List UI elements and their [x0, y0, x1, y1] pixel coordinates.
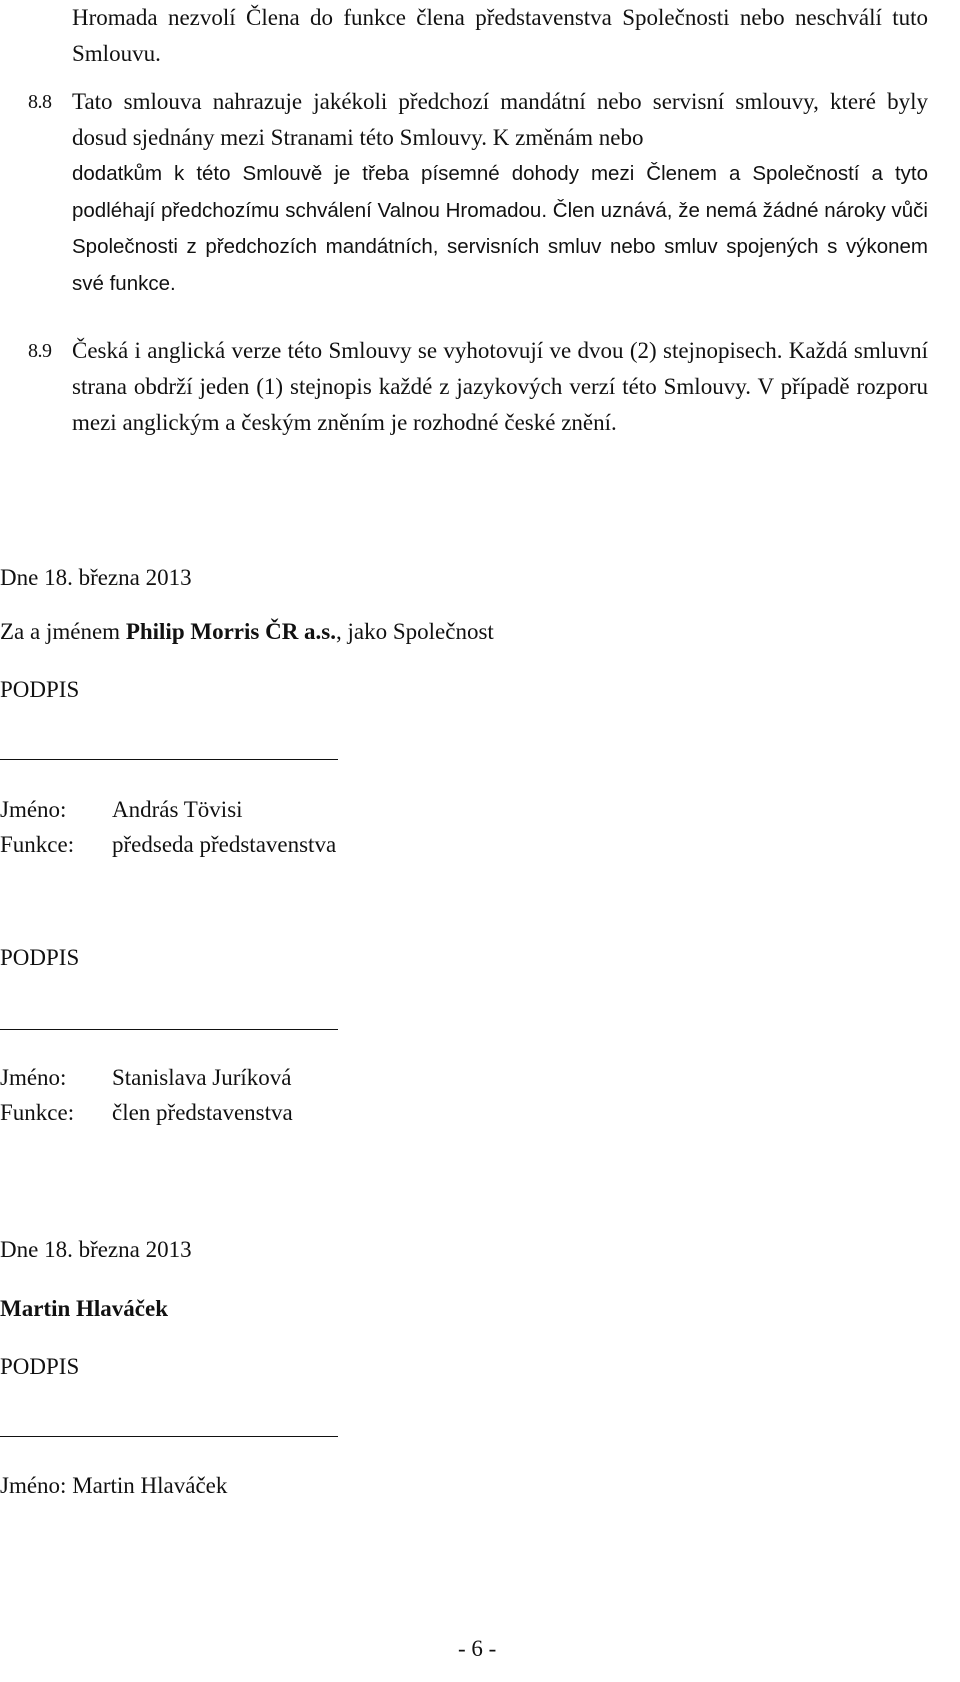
function-label: Funkce:: [0, 1100, 75, 1125]
clause-number: 8.8: [28, 91, 52, 113]
member-name: Martin Hlaváček: [0, 1296, 168, 1321]
clause-text: Česká i anglická verze této Smlouvy se vyhotovují ve dvou (2) stejnopisech. Každá smluvní strana obdrží jeden (1) stejnopis každé z jazykových verzí této Smlouvy. V případě rozporu mezi anglickým a českým zněním je rozhodné české znění.: [72, 338, 928, 435]
company-name: Philip Morris ČR a.s.: [125, 619, 337, 644]
signature-line: [0, 759, 338, 760]
on-behalf-line: [0, 617, 494, 647]
signature-line: [0, 1029, 338, 1030]
signatory-function: předseda představenstva: [112, 832, 337, 857]
signatory-name: András Tövisi: [112, 797, 243, 822]
signatory-function: člen představenstva: [112, 1100, 293, 1125]
name-label: Jméno:: [0, 1065, 67, 1090]
signature-label: PODPIS: [0, 677, 80, 702]
clause-text-serif: Tato smlouva nahrazuje jakékoli předchozí mandátní nebo servisní smlouvy, které byly dosud sjednány mezi Stranami této Smlouvy. K změnám nebo: [72, 89, 928, 150]
signature-label: PODPIS: [0, 1354, 80, 1379]
on-behalf-prefix: Za a jménem: [0, 619, 126, 644]
intro-paragraph: Hromada nezvolí Člena do funkce člena představenstva Společnosti nebo neschválí tuto Smlouvu.: [72, 5, 928, 66]
page-number: - 6 -: [458, 1636, 497, 1661]
signatory-name: Stanislava Juríková: [112, 1065, 292, 1090]
on-behalf-suffix: , jako Společnost: [336, 619, 494, 644]
member-signing-date: Dne 18. března 2013: [0, 1237, 192, 1262]
clause-text-sans: dodatkům k této Smlouvě je třeba písemné dohody mezi Členem a Společností a tyto podléhají předchozímu schválení Valnou Hromadou. Člen uznává, že nemá žádné nároky vůči Společnosti z předchozích mandátních, servisních smluv nebo smluv spojených s výkonem své funkce.: [72, 162, 928, 295]
signature-label: PODPIS: [0, 945, 80, 970]
name-label: Jméno:: [0, 797, 67, 822]
member-name-line: Jméno: Martin Hlaváček: [0, 1473, 228, 1498]
clause-number: 8.9: [28, 340, 52, 362]
function-label: Funkce:: [0, 832, 75, 857]
signing-date: Dne 18. března 2013: [0, 565, 192, 590]
signature-line: [0, 1436, 338, 1437]
